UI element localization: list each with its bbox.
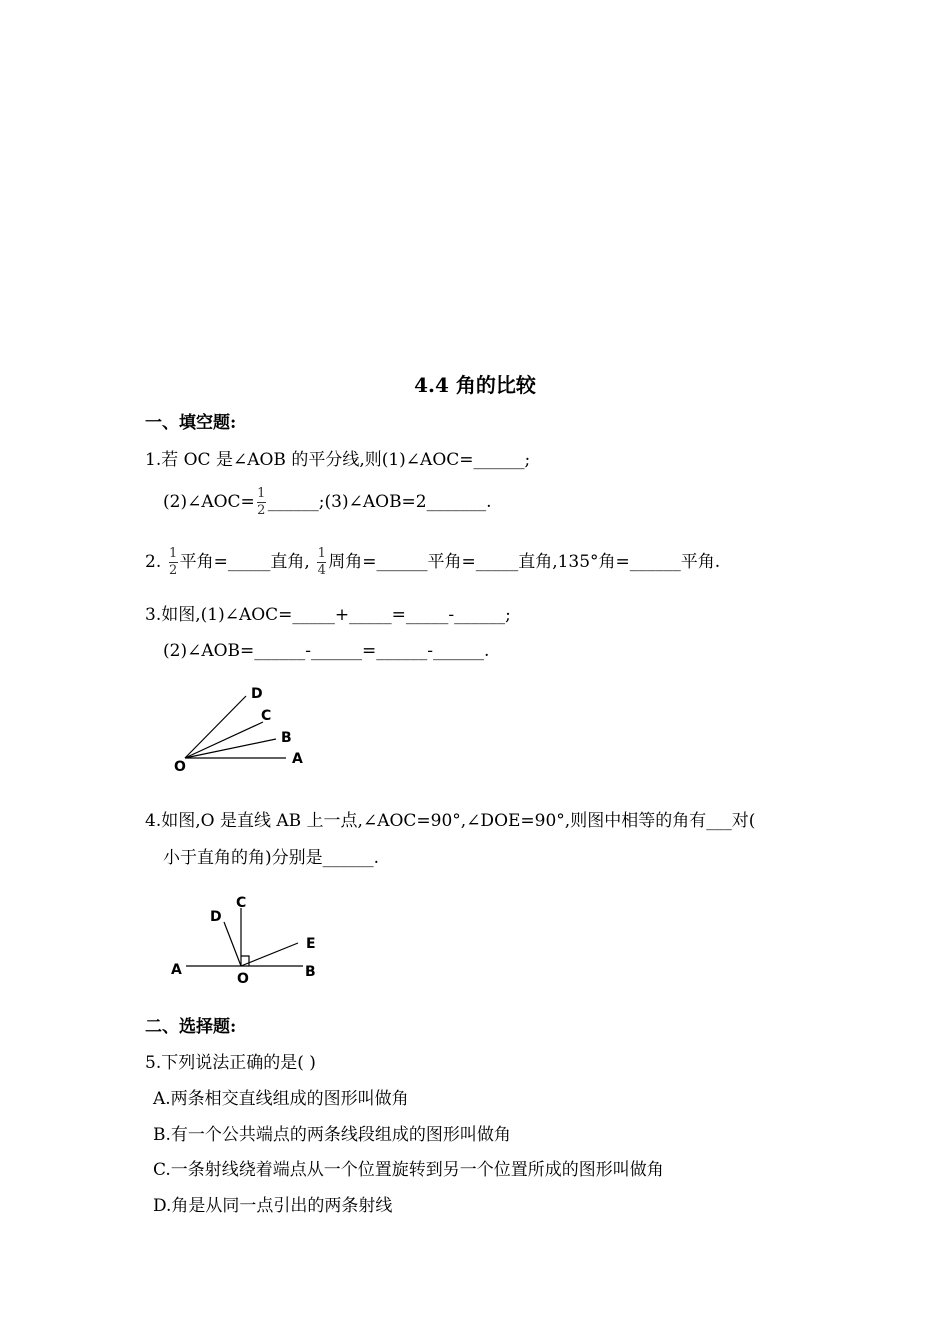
label-a: A — [171, 962, 182, 978]
q2-part-1: 平角=_____直角, — [179, 552, 310, 572]
question-5-stem: 5.下列说法正确的是( ) — [145, 1053, 316, 1073]
q2-prefix: 2. — [145, 552, 162, 572]
label-c: C — [261, 708, 272, 724]
section1-heading: 一、填空题: — [145, 413, 237, 433]
fraction-denominator: 2 — [257, 503, 266, 518]
question-3-line1: 3.如图,(1)∠AOC=_____+_____=_____-______; — [145, 605, 511, 625]
figure-4 — [166, 892, 336, 992]
fraction-numerator: 1 — [317, 546, 326, 561]
figure-3 — [168, 682, 338, 782]
q5-option-d: D.角是从同一点引出的两条射线 — [153, 1196, 393, 1216]
q1-part-b: ______;(3)∠AOB=2_______. — [267, 492, 492, 512]
question-1-line2 — [163, 487, 492, 518]
question-4-line2: 小于直角的角)分别是______. — [163, 848, 380, 868]
question-1-line1: 1.若 OC 是∠AOB 的平分线,则(1)∠AOC=______; — [145, 450, 531, 470]
question-4-line1: 4.如图,O 是直线 AB 上一点,∠AOC=90°,∠DOE=90°,则图中相等的角有___对( — [145, 811, 756, 831]
fraction-numerator: 1 — [257, 486, 266, 501]
label-o: O — [237, 971, 249, 987]
fraction-denominator: 2 — [169, 563, 178, 578]
q2-fraction-1 — [169, 547, 178, 578]
label-d: D — [210, 909, 222, 925]
ray-od — [224, 922, 241, 966]
q5-option-a: A.两条相交直线组成的图形叫做角 — [153, 1089, 409, 1109]
section2-heading: 二、选择题: — [145, 1017, 237, 1037]
q5-option-c: C.一条射线绕着端点从一个位置旋转到另一个位置所成的图形叫做角 — [153, 1160, 664, 1180]
label-e: E — [306, 936, 316, 952]
q1-fraction — [257, 487, 266, 518]
label-b: B — [281, 730, 292, 746]
label-a: A — [292, 751, 303, 767]
label-b: B — [305, 964, 316, 980]
q5-option-b: B.有一个公共端点的两条线段组成的图形叫做角 — [153, 1125, 511, 1145]
q1-part-a: (2)∠AOC= — [163, 492, 255, 512]
question-3-line2: (2)∠AOB=______-______=______-______. — [163, 641, 490, 661]
fraction-denominator: 4 — [317, 563, 326, 578]
ray-oc — [185, 722, 263, 758]
ray-od — [185, 696, 246, 758]
label-c: C — [236, 895, 247, 911]
label-o: O — [174, 759, 186, 775]
label-d: D — [251, 686, 263, 702]
ray-ob — [185, 739, 276, 758]
q2-part-2: 周角=______平角=_____直角,135°角=______平角. — [328, 552, 721, 572]
question-2 — [145, 547, 720, 578]
fraction-numerator: 1 — [169, 546, 178, 561]
page-title: 4.4 角的比较 — [414, 373, 536, 397]
q2-fraction-2 — [317, 547, 326, 578]
